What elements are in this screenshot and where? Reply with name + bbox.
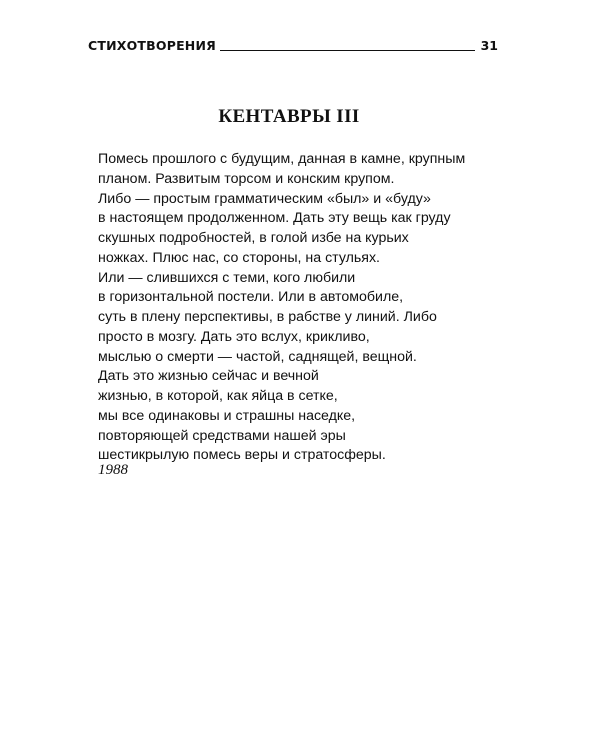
poem-line: Помесь прошлого с будущим, данная в камне, крупным [98,151,466,167]
poem-line: суть в плену перспективы, в рабстве у линий. Либо [98,309,437,325]
poem-line: просто в мозгу. Дать это вслух, крикливо, [98,328,370,345]
poem-line: шестикрылую помесь веры и стратосферы. [98,447,386,464]
poem-line: в настоящем продолженном. Дать эту вещь как груду [98,210,451,227]
header-rule [220,50,475,51]
poem-line: в горизонтальной постели. Или в автомобиле, [98,289,404,306]
poem-line: мы все одинаковы и страшны наседке, [98,407,356,424]
poem-line: Либо — простым грамматическим «был» и «буду» [98,190,431,207]
poem-date: 1988 [98,462,128,478]
poem-line: ножках. Плюс нас, со стороны, на стульях. [98,249,380,266]
poem-line: повторяющей средствами нашей эры [98,427,346,444]
poem-line: жизнью, в которой, как яйца в сетке, [98,388,338,404]
poem-line: Дать это жизнью сейчас и вечной [98,368,319,385]
running-head [88,33,498,53]
section-title: СТИХОТВОРЕНИЯ [88,38,216,53]
poem-body [98,150,518,466]
poem-line: скушных подробностей, в голой избе на курьих [98,230,409,246]
poem-line: Или — слившихся с теми, кого любили [98,269,356,286]
poem-title: КЕНТАВРЫ III [218,106,360,127]
page-number: 31 [480,38,498,53]
poem-line: мыслью о смерти — частой, саднящей, вещной. [98,348,417,365]
poem-line: планом. Развитым торсом и конским крупом. [98,170,395,187]
